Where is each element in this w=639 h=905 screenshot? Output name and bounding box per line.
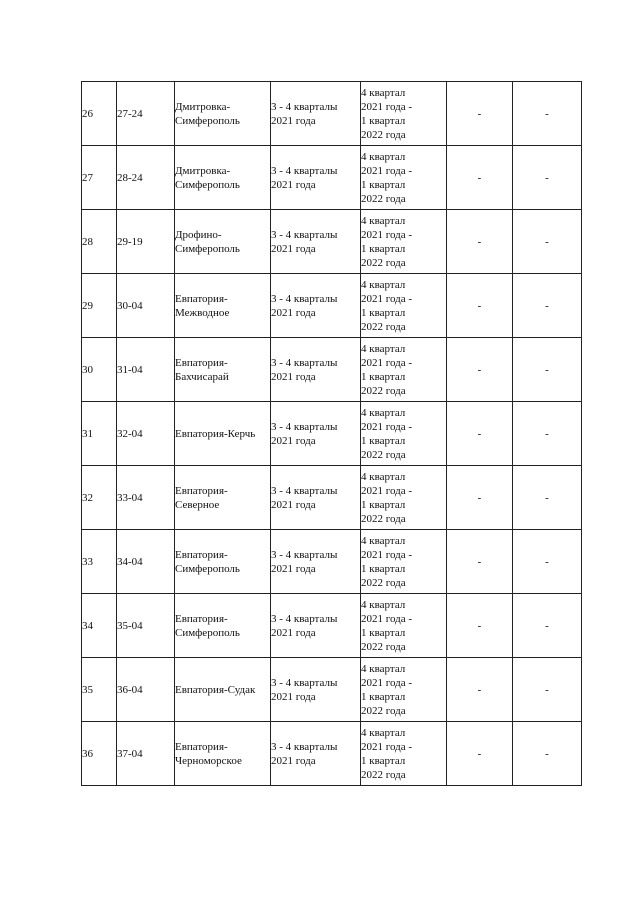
row-number-cell <box>82 210 117 274</box>
table-row <box>82 466 582 530</box>
route-code: 37-04 <box>117 747 143 760</box>
period-line: 2021 года <box>271 178 316 191</box>
row-number: 30 <box>82 363 93 376</box>
route-code: 28-24 <box>117 171 143 184</box>
row-number: 36 <box>82 747 93 760</box>
period-line: 2021 года <box>271 114 316 127</box>
period-cell <box>271 530 361 594</box>
term-line: 4 квартал <box>361 214 406 227</box>
row-number: 34 <box>82 619 93 632</box>
term-cell <box>361 402 447 466</box>
row-number: 35 <box>82 683 93 696</box>
route-name-cell <box>175 82 271 146</box>
dash-value: - <box>545 107 549 120</box>
route-code-cell <box>117 658 175 722</box>
route-name-cell <box>175 402 271 466</box>
dash-value: - <box>545 299 549 312</box>
table-row <box>82 722 582 786</box>
dash-value: - <box>477 299 482 312</box>
route-name-cell <box>175 722 271 786</box>
dash-value: - <box>477 171 482 184</box>
period-line: 2021 года <box>271 434 316 447</box>
term-line: 4 квартал <box>361 726 406 739</box>
row-number: 27 <box>82 171 93 184</box>
term-line: 1 квартал <box>361 114 406 127</box>
term-line: 1 квартал <box>361 434 406 447</box>
dash-value: - <box>545 363 549 376</box>
term-line: 1 квартал <box>361 498 406 511</box>
route-code-cell <box>117 338 175 402</box>
dash-value: - <box>545 491 549 504</box>
route-name-line: Северное <box>175 498 220 511</box>
period-line: 3 - 4 кварталы <box>271 228 338 241</box>
route-code-cell <box>117 402 175 466</box>
route-code-cell <box>117 594 175 658</box>
term-cell <box>361 274 447 338</box>
table-row <box>82 530 582 594</box>
term-line: 2022 года <box>361 704 406 717</box>
column-6-cell <box>447 530 513 594</box>
table-body <box>82 82 582 786</box>
row-number-cell <box>82 338 117 402</box>
route-name-cell <box>175 274 271 338</box>
term-cell <box>361 594 447 658</box>
table-row <box>82 402 582 466</box>
period-line: 3 - 4 кварталы <box>271 676 338 689</box>
column-7-cell <box>513 466 582 530</box>
term-line: 2022 года <box>361 576 406 589</box>
period-cell <box>271 594 361 658</box>
term-line: 2022 года <box>361 320 406 333</box>
term-line: 1 квартал <box>361 754 406 767</box>
route-name-line: Евпатория-Керчь <box>175 427 256 440</box>
term-line: 4 квартал <box>361 470 406 483</box>
route-code-cell <box>117 146 175 210</box>
term-cell <box>361 210 447 274</box>
dash-value: - <box>477 555 482 568</box>
row-number: 28 <box>82 235 93 248</box>
routes-table <box>81 81 582 786</box>
route-name-line: Евпатория- <box>175 740 228 753</box>
term-line: 4 квартал <box>361 662 406 675</box>
row-number-cell <box>82 146 117 210</box>
dash-value: - <box>477 491 482 504</box>
term-line: 1 квартал <box>361 370 406 383</box>
period-line: 3 - 4 кварталы <box>271 100 338 113</box>
column-6-cell <box>447 82 513 146</box>
dash-value: - <box>545 235 549 248</box>
term-line: 4 квартал <box>361 150 406 163</box>
column-7-cell <box>513 722 582 786</box>
period-line: 2021 года <box>271 242 316 255</box>
term-line: 2022 года <box>361 512 406 525</box>
route-code: 29-19 <box>117 235 143 248</box>
row-number-cell <box>82 530 117 594</box>
route-name-line: Евпатория- <box>175 292 228 305</box>
row-number: 31 <box>82 427 93 440</box>
period-cell <box>271 146 361 210</box>
route-name-cell <box>175 466 271 530</box>
route-code: 35-04 <box>117 619 143 632</box>
row-number: 33 <box>82 555 93 568</box>
column-7-cell <box>513 594 582 658</box>
term-line: 2021 года - <box>361 228 413 241</box>
dash-value: - <box>477 619 482 632</box>
term-line: 4 квартал <box>361 406 406 419</box>
term-cell <box>361 722 447 786</box>
route-name-line: Дмитровка- <box>175 164 231 177</box>
route-code: 31-04 <box>117 363 143 376</box>
column-6-cell <box>447 658 513 722</box>
row-number: 29 <box>82 299 93 312</box>
term-line: 2021 года - <box>361 548 413 561</box>
row-number: 32 <box>82 491 93 504</box>
column-6-cell <box>447 338 513 402</box>
route-name-line: Евпатория-Судак <box>175 683 256 696</box>
term-line: 2021 года - <box>361 740 413 753</box>
term-line: 2021 года - <box>361 100 413 113</box>
column-6-cell <box>447 722 513 786</box>
term-cell <box>361 146 447 210</box>
term-line: 2022 года <box>361 448 406 461</box>
term-cell <box>361 466 447 530</box>
table-row <box>82 82 582 146</box>
route-name-line: Межводное <box>175 306 230 319</box>
term-line: 4 квартал <box>361 598 406 611</box>
term-line: 2022 года <box>361 384 406 397</box>
route-code-cell <box>117 274 175 338</box>
table-row <box>82 594 582 658</box>
row-number-cell <box>82 594 117 658</box>
route-code-cell <box>117 210 175 274</box>
term-line: 2022 года <box>361 128 406 141</box>
period-line: 3 - 4 кварталы <box>271 292 338 305</box>
period-line: 2021 года <box>271 306 316 319</box>
route-name-line: Евпатория- <box>175 484 228 497</box>
route-code-cell <box>117 82 175 146</box>
term-line: 4 квартал <box>361 278 406 291</box>
route-name-line: Симферополь <box>175 178 240 191</box>
route-code: 34-04 <box>117 555 143 568</box>
period-cell <box>271 658 361 722</box>
period-cell <box>271 466 361 530</box>
row-number-cell <box>82 82 117 146</box>
route-name-line: Симферополь <box>175 114 240 127</box>
period-line: 2021 года <box>271 626 316 639</box>
route-name-cell <box>175 338 271 402</box>
route-code: 33-04 <box>117 491 143 504</box>
route-code: 30-04 <box>117 299 143 312</box>
term-cell <box>361 530 447 594</box>
table-row <box>82 146 582 210</box>
route-code-cell <box>117 466 175 530</box>
route-name-cell <box>175 530 271 594</box>
period-line: 3 - 4 кварталы <box>271 420 338 433</box>
route-name-line: Евпатория- <box>175 612 228 625</box>
row-number-cell <box>82 466 117 530</box>
period-line: 3 - 4 кварталы <box>271 548 338 561</box>
term-line: 1 квартал <box>361 178 406 191</box>
route-code: 36-04 <box>117 683 143 696</box>
route-name-line: Дрофино- <box>175 228 222 241</box>
period-line: 3 - 4 кварталы <box>271 164 338 177</box>
term-cell <box>361 658 447 722</box>
dash-value: - <box>477 427 482 440</box>
dash-value: - <box>477 683 482 696</box>
period-cell <box>271 82 361 146</box>
period-line: 3 - 4 кварталы <box>271 356 338 369</box>
route-name-line: Черноморское <box>175 754 242 767</box>
term-line: 4 квартал <box>361 86 406 99</box>
term-line: 2021 года - <box>361 676 413 689</box>
column-7-cell <box>513 146 582 210</box>
route-name-line: Бахчисарай <box>175 370 229 383</box>
table-row <box>82 210 582 274</box>
term-line: 4 квартал <box>361 534 406 547</box>
term-line: 1 квартал <box>361 242 406 255</box>
route-name-cell <box>175 210 271 274</box>
dash-value: - <box>545 171 549 184</box>
period-line: 3 - 4 кварталы <box>271 740 338 753</box>
row-number: 26 <box>82 107 93 120</box>
route-code-cell <box>117 722 175 786</box>
period-line: 2021 года <box>271 370 316 383</box>
route-name-cell <box>175 658 271 722</box>
period-line: 2021 года <box>271 754 316 767</box>
column-7-cell <box>513 658 582 722</box>
term-line: 1 квартал <box>361 626 406 639</box>
dash-value: - <box>477 747 482 760</box>
term-line: 2021 года - <box>361 420 413 433</box>
column-6-cell <box>447 402 513 466</box>
period-line: 3 - 4 кварталы <box>271 612 338 625</box>
dash-value: - <box>477 235 482 248</box>
term-line: 2021 года - <box>361 164 413 177</box>
column-7-cell <box>513 338 582 402</box>
dash-value: - <box>477 363 482 376</box>
term-line: 1 квартал <box>361 562 406 575</box>
term-line: 2022 года <box>361 640 406 653</box>
route-name-cell <box>175 146 271 210</box>
route-name-line: Евпатория- <box>175 356 228 369</box>
term-line: 2021 года - <box>361 612 413 625</box>
table-row <box>82 274 582 338</box>
column-6-cell <box>447 466 513 530</box>
period-cell <box>271 274 361 338</box>
term-cell <box>361 82 447 146</box>
term-line: 4 квартал <box>361 342 406 355</box>
term-line: 2021 года - <box>361 292 413 305</box>
dash-value: - <box>545 683 549 696</box>
term-line: 1 квартал <box>361 690 406 703</box>
dash-value: - <box>545 555 549 568</box>
period-line: 2021 года <box>271 562 316 575</box>
term-line: 2022 года <box>361 768 406 781</box>
term-line: 2021 года - <box>361 356 413 369</box>
column-7-cell <box>513 274 582 338</box>
term-line: 1 квартал <box>361 306 406 319</box>
column-7-cell <box>513 402 582 466</box>
dash-value: - <box>545 619 549 632</box>
route-name-line: Дмитровка- <box>175 100 231 113</box>
term-line: 2021 года - <box>361 484 413 497</box>
table-row <box>82 658 582 722</box>
period-line: 3 - 4 кварталы <box>271 484 338 497</box>
dash-value: - <box>545 427 549 440</box>
route-name-line: Евпатория- <box>175 548 228 561</box>
dash-value: - <box>477 107 482 120</box>
period-line: 2021 года <box>271 498 316 511</box>
term-line: 2022 года <box>361 192 406 205</box>
period-cell <box>271 338 361 402</box>
route-name-cell <box>175 594 271 658</box>
route-code-cell <box>117 530 175 594</box>
dash-value: - <box>545 747 549 760</box>
period-line: 2021 года <box>271 690 316 703</box>
period-cell <box>271 210 361 274</box>
route-code: 27-24 <box>117 107 143 120</box>
route-name-line: Симферополь <box>175 562 240 575</box>
column-7-cell <box>513 530 582 594</box>
row-number-cell <box>82 658 117 722</box>
period-cell <box>271 722 361 786</box>
route-code: 32-04 <box>117 427 143 440</box>
table-row <box>82 338 582 402</box>
route-name-line: Симферополь <box>175 242 240 255</box>
row-number-cell <box>82 274 117 338</box>
column-6-cell <box>447 594 513 658</box>
column-6-cell <box>447 146 513 210</box>
column-6-cell <box>447 210 513 274</box>
row-number-cell <box>82 722 117 786</box>
column-7-cell <box>513 82 582 146</box>
term-cell <box>361 338 447 402</box>
row-number-cell <box>82 402 117 466</box>
route-name-line: Симферополь <box>175 626 240 639</box>
column-7-cell <box>513 210 582 274</box>
period-cell <box>271 402 361 466</box>
column-6-cell <box>447 274 513 338</box>
term-line: 2022 года <box>361 256 406 269</box>
